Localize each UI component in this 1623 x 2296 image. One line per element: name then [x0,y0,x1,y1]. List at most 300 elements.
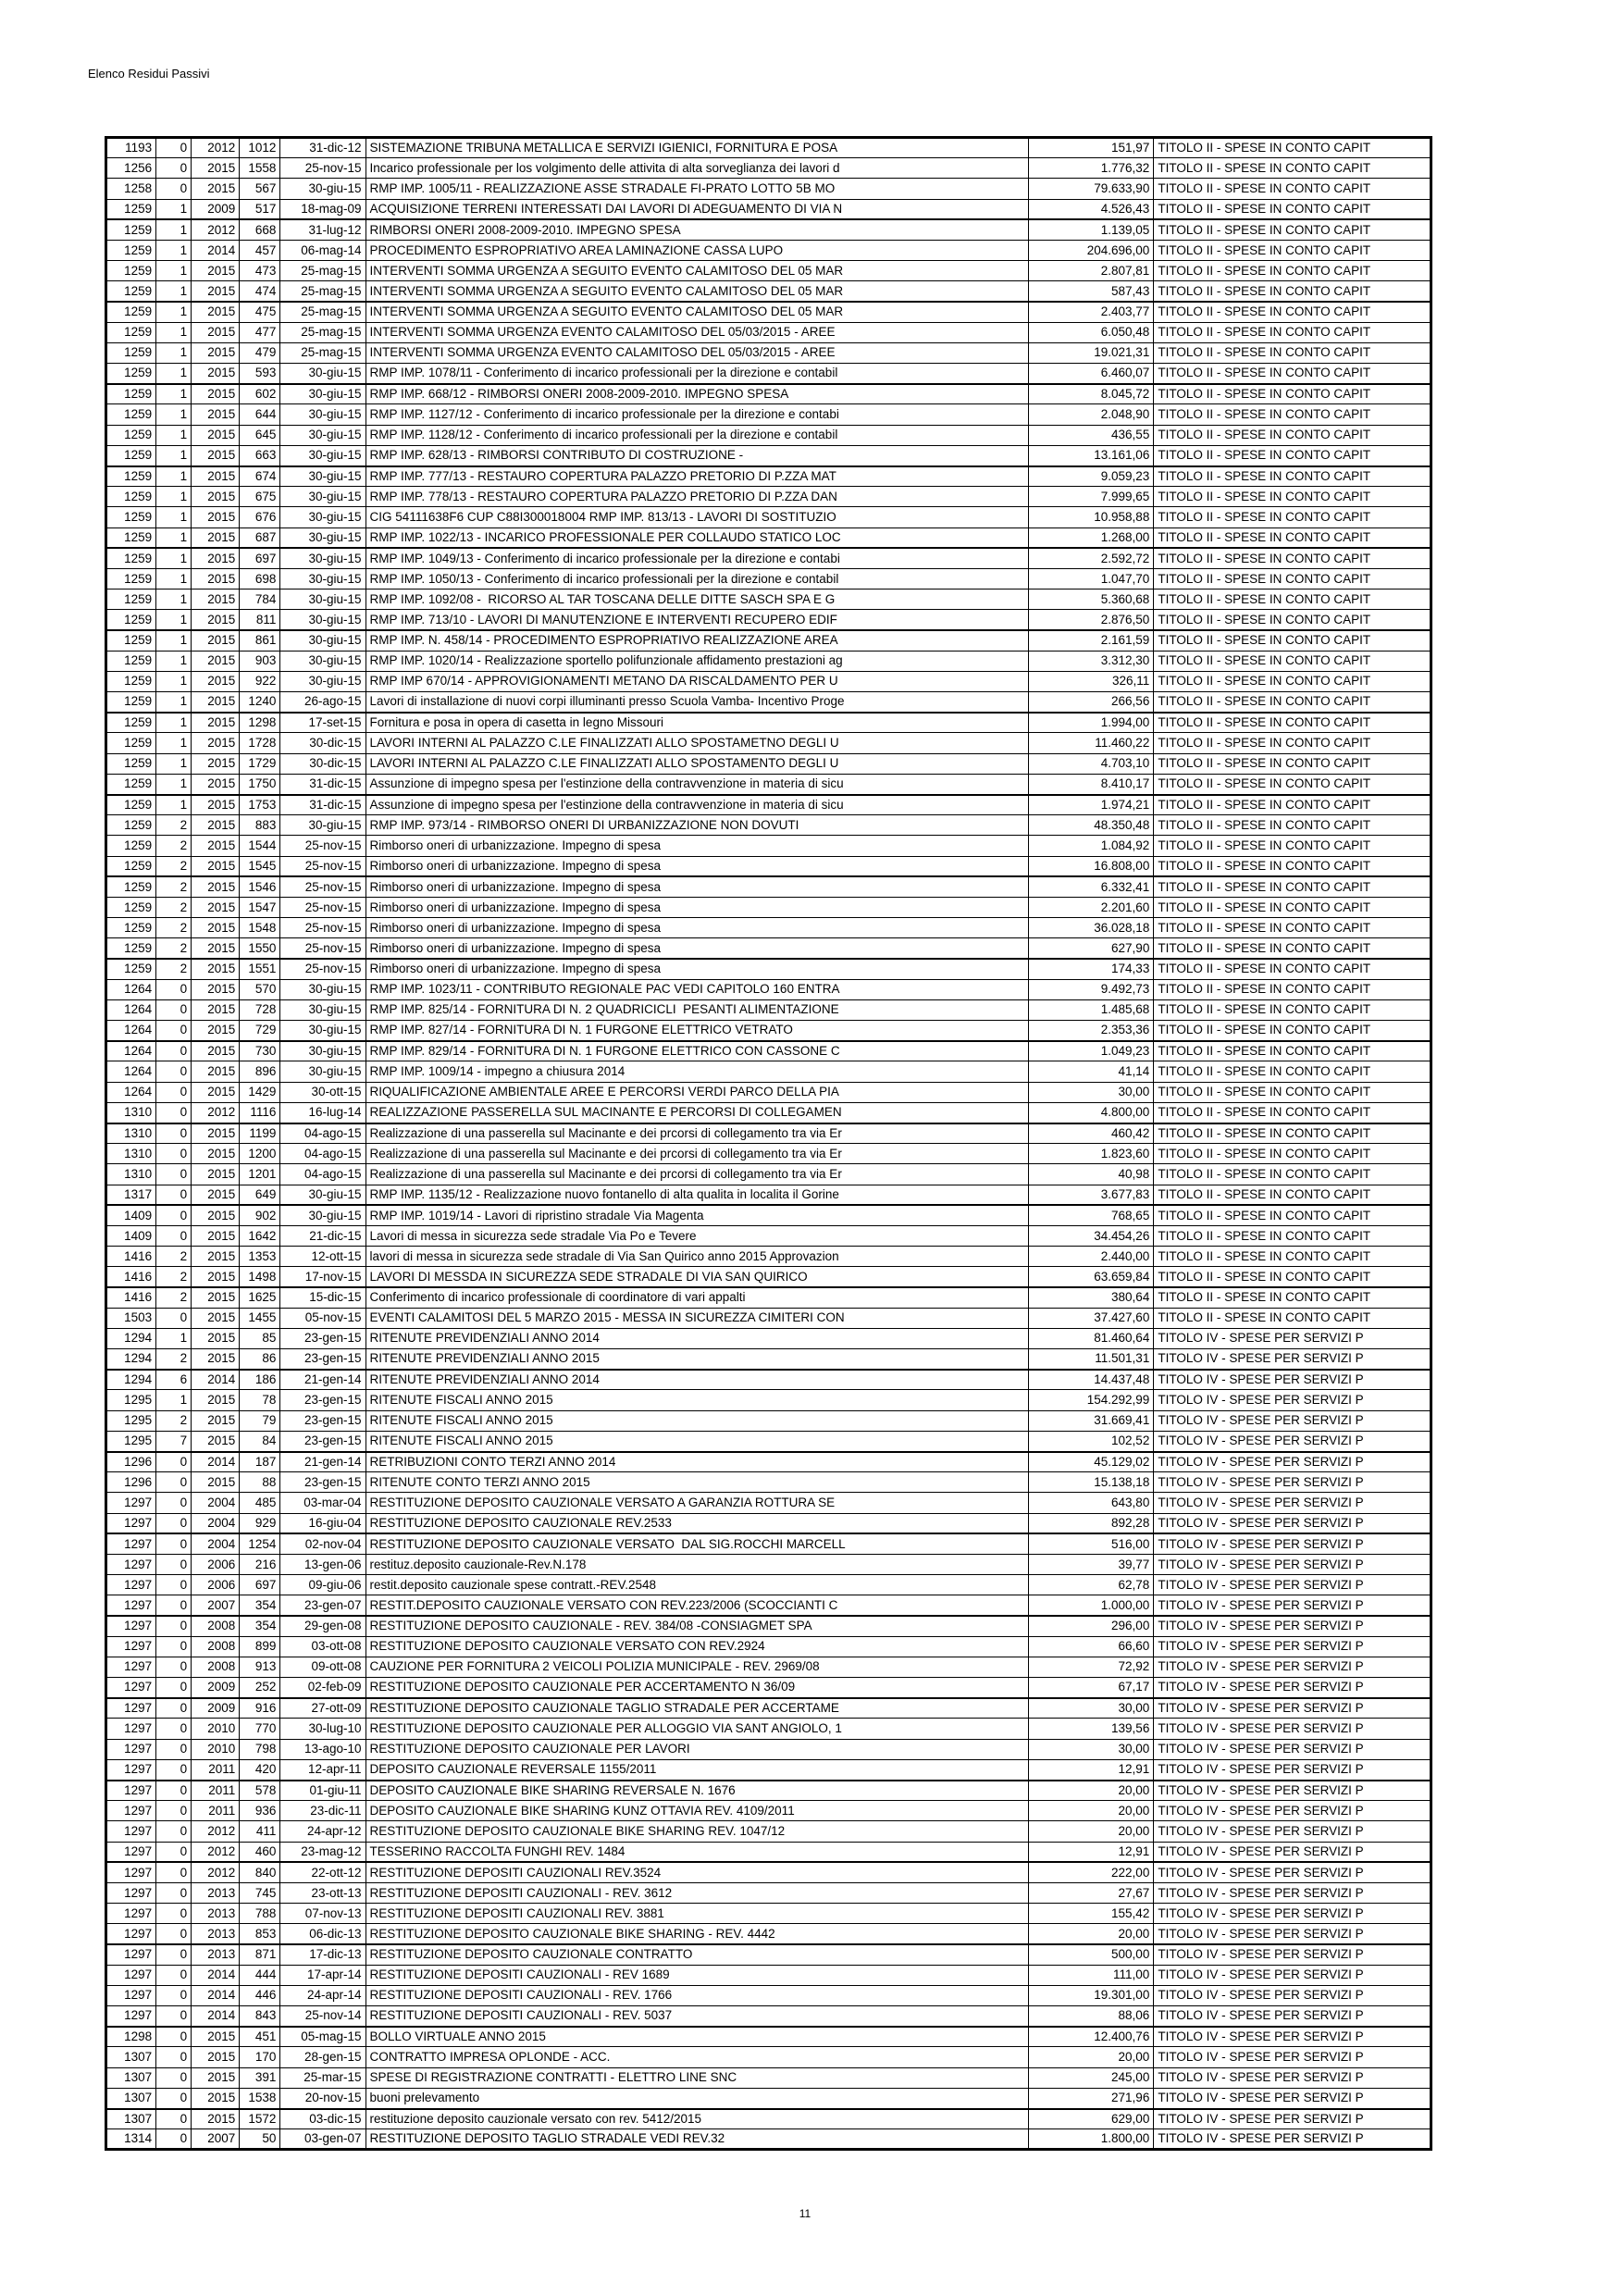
cell-importo: 1.139,05 [1029,219,1154,240]
cell-capitolo: 1297 [106,2006,156,2027]
cell-numero: 1545 [240,856,280,876]
cell-data: 23-gen-15 [280,1431,365,1451]
table-row [106,1759,1431,1780]
cell-sub: 1 [156,445,192,465]
cell-descrizione: RESTITUZIONE DEPOSITO CAUZIONALE REV.2533 [365,1513,1029,1533]
cell-capitolo: 1310 [106,1102,156,1123]
cell-capitolo: 1259 [106,302,156,322]
cell-titolo: TITOLO IV - SPESE PER SERVIZI P [1154,1698,1431,1719]
cell-numero: 853 [240,1924,280,1944]
cell-numero: 745 [240,1882,280,1903]
cell-sub: 0 [156,1985,192,2005]
table-row [106,281,1431,302]
table-row [106,199,1431,219]
cell-descrizione: RMP IMP. 777/13 - RESTAURO COPERTURA PALAZZO PRETORIO DI P.ZZA MAT [365,466,1029,487]
cell-data: 30-giu-15 [280,671,365,691]
cell-sub: 2 [156,918,192,938]
cell-capitolo: 1259 [106,342,156,363]
cell-sub: 0 [156,1554,192,1574]
cell-capitolo: 1317 [106,1185,156,1205]
cell-descrizione: RESTITUZIONE DEPOSITO CAUZIONALE PER ACCERTAMENTO N 36/09 [365,1678,1029,1698]
cell-data: 30-giu-15 [280,487,365,507]
cell-descrizione: CAUZIONE PER FORNITURA 2 VEICOLI POLIZIA MUNICIPALE - REV. 2969/08 [365,1657,1029,1677]
cell-data: 25-mag-15 [280,261,365,281]
cell-capitolo: 1259 [106,527,156,548]
cell-numero: 1728 [240,733,280,753]
cell-titolo: TITOLO II - SPESE IN CONTO CAPIT [1154,836,1431,856]
cell-importo: 45.129,02 [1029,1452,1154,1472]
cell-data: 23-gen-15 [280,1410,365,1431]
table-row [106,322,1431,342]
cell-descrizione: RESTITUZIONE DEPOSITI CAUZIONALI - REV. 5037 [365,2006,1029,2027]
cell-numero: 788 [240,1904,280,1924]
cell-sub: 1 [156,651,192,671]
cell-sub: 0 [156,1205,192,1225]
cell-capitolo: 1297 [106,1636,156,1657]
cell-titolo: TITOLO IV - SPESE PER SERVIZI P [1154,1821,1431,1842]
cell-numero: 50 [240,2129,280,2150]
cell-numero: 474 [240,281,280,302]
cell-anno: 2014 [192,1452,240,1472]
cell-importo: 4.526,43 [1029,199,1154,219]
cell-numero: 84 [240,1431,280,1451]
cell-descrizione: RITENUTE PREVIDENZIALI ANNO 2015 [365,1349,1029,1370]
cell-numero: 1548 [240,918,280,938]
cell-data: 30-giu-15 [280,815,365,836]
cell-numero: 567 [240,179,280,199]
cell-anno: 2015 [192,1061,240,1082]
cell-numero: 485 [240,1493,280,1513]
table-row [106,1904,1431,1924]
cell-titolo: TITOLO II - SPESE IN CONTO CAPIT [1154,179,1431,199]
cell-descrizione: RESTITUZIONE DEPOSITO CAUZIONALE CONTRATTO [365,1944,1029,1965]
cell-data: 03-mar-04 [280,1493,365,1513]
cell-sub: 2 [156,1410,192,1431]
cell-titolo: TITOLO IV - SPESE PER SERVIZI P [1154,1472,1431,1493]
cell-numero: 668 [240,219,280,240]
cell-descrizione: RESTITUZIONE DEPOSITI CAUZIONALI REV.3524 [365,1862,1029,1882]
cell-titolo: TITOLO IV - SPESE PER SERVIZI P [1154,2027,1431,2047]
cell-titolo: TITOLO II - SPESE IN CONTO CAPIT [1154,590,1431,610]
cell-titolo: TITOLO II - SPESE IN CONTO CAPIT [1154,795,1431,815]
cell-numero: 916 [240,1698,280,1719]
cell-titolo: TITOLO II - SPESE IN CONTO CAPIT [1154,1164,1431,1185]
cell-importo: 1.776,32 [1029,158,1154,179]
cell-capitolo: 1297 [106,1533,156,1554]
cell-descrizione: RMP IMP. 778/13 - RESTAURO COPERTURA PALAZZO PRETORIO DI P.ZZA DAN [365,487,1029,507]
cell-numero: 88 [240,1472,280,1493]
cell-anno: 2015 [192,1021,240,1041]
cell-capitolo: 1297 [106,1678,156,1698]
cell-data: 23-ott-13 [280,1882,365,1903]
cell-importo: 39,77 [1029,1554,1154,1574]
cell-descrizione: RMP IMP. 827/14 - FORNITURA DI N. 1 FURGONE ELETTRICO VETRATO [365,1021,1029,1041]
cell-anno: 2012 [192,1102,240,1123]
cell-sub: 1 [156,466,192,487]
cell-numero: 697 [240,1575,280,1595]
table-row [106,999,1431,1020]
cell-importo: 1.800,00 [1029,2129,1154,2150]
cell-titolo: TITOLO II - SPESE IN CONTO CAPIT [1154,774,1431,794]
cell-anno: 2015 [192,466,240,487]
cell-sub: 0 [156,2088,192,2108]
cell-anno: 2012 [192,138,240,158]
cell-importo: 155,42 [1029,1904,1154,1924]
cell-data: 23-mag-12 [280,1842,365,1862]
table-row [106,240,1431,260]
cell-titolo: TITOLO IV - SPESE PER SERVIZI P [1154,2109,1431,2129]
cell-data: 23-gen-15 [280,1349,365,1370]
cell-importo: 627,90 [1029,938,1154,959]
cell-titolo: TITOLO II - SPESE IN CONTO CAPIT [1154,856,1431,876]
cell-importo: 1.268,00 [1029,527,1154,548]
table-row [106,2047,1431,2067]
cell-numero: 1750 [240,774,280,794]
cell-titolo: TITOLO IV - SPESE PER SERVIZI P [1154,2006,1431,2027]
cell-importo: 629,00 [1029,2109,1154,2129]
cell-sub: 1 [156,487,192,507]
table-row [106,1041,1431,1061]
cell-titolo: TITOLO II - SPESE IN CONTO CAPIT [1154,999,1431,1020]
cell-titolo: TITOLO II - SPESE IN CONTO CAPIT [1154,979,1431,999]
cell-numero: 903 [240,651,280,671]
cell-descrizione: RMP IMP. 1005/11 - REALIZZAZIONE ASSE STRADALE FI-PRATO LOTTO 5B MO [365,179,1029,199]
cell-descrizione: lavori di messa in sicurezza sede stradale di Via San Quirico anno 2015 Approvazion [365,1247,1029,1267]
cell-titolo: TITOLO II - SPESE IN CONTO CAPIT [1154,876,1431,897]
cell-capitolo: 1259 [106,876,156,897]
cell-anno: 2015 [192,610,240,630]
cell-importo: 3.312,30 [1029,651,1154,671]
cell-importo: 204.696,00 [1029,240,1154,260]
cell-importo: 2.876,50 [1029,610,1154,630]
cell-anno: 2012 [192,1862,240,1882]
cell-capitolo: 1264 [106,1021,156,1041]
cell-sub: 0 [156,1061,192,1082]
cell-titolo: TITOLO II - SPESE IN CONTO CAPIT [1154,1267,1431,1287]
cell-capitolo: 1259 [106,219,156,240]
cell-numero: 1012 [240,138,280,158]
cell-data: 09-ott-08 [280,1657,365,1677]
cell-sub: 0 [156,1882,192,1903]
cell-descrizione: restit.deposito cauzionale spese contratt.-REV.2548 [365,1575,1029,1595]
cell-importo: 6.050,48 [1029,322,1154,342]
cell-numero: 1572 [240,2109,280,2129]
cell-numero: 698 [240,568,280,589]
cell-anno: 2006 [192,1575,240,1595]
cell-titolo: TITOLO IV - SPESE PER SERVIZI P [1154,1328,1431,1348]
table-row [106,1678,1431,1698]
cell-numero: 354 [240,1616,280,1636]
cell-sub: 0 [156,1821,192,1842]
cell-sub: 1 [156,1390,192,1410]
cell-importo: 20,00 [1029,1924,1154,1944]
cell-anno: 2015 [192,815,240,836]
table-row [106,527,1431,548]
cell-capitolo: 1259 [106,753,156,774]
cell-descrizione: RESTITUZIONE DEPOSITI CAUZIONALI REV. 3881 [365,1904,1029,1924]
cell-anno: 2015 [192,302,240,322]
cell-titolo: TITOLO IV - SPESE PER SERVIZI P [1154,1842,1431,1862]
table-row [106,1225,1431,1246]
cell-capitolo: 1297 [106,1513,156,1533]
cell-descrizione: RMP IMP. 1023/11 - CONTRIBUTO REGIONALE PAC VEDI CAPITOLO 160 ENTRA [365,979,1029,999]
table-row [106,1575,1431,1595]
cell-titolo: TITOLO IV - SPESE PER SERVIZI P [1154,1657,1431,1677]
cell-capitolo: 1264 [106,1041,156,1061]
table-row [106,1061,1431,1082]
cell-capitolo: 1294 [106,1370,156,1390]
cell-data: 30-giu-15 [280,568,365,589]
cell-descrizione: INTERVENTI SOMMA URGENZA EVENTO CALAMITOSO DEL 05/03/2015 - AREE [365,322,1029,342]
cell-sub: 2 [156,1247,192,1267]
cell-anno: 2015 [192,404,240,425]
cell-sub: 0 [156,1472,192,1493]
cell-data: 25-mar-15 [280,2067,365,2088]
cell-titolo: TITOLO IV - SPESE PER SERVIZI P [1154,1349,1431,1370]
cell-capitolo: 1409 [106,1205,156,1225]
table-row [106,158,1431,179]
cell-numero: 840 [240,1862,280,1882]
cell-importo: 587,43 [1029,281,1154,302]
cell-descrizione: Assunzione di impegno spesa per l'estinzione della contravvenzione in materia di sicu [365,795,1029,815]
cell-anno: 2009 [192,199,240,219]
cell-anno: 2015 [192,342,240,363]
cell-importo: 1.823,60 [1029,1144,1154,1164]
cell-importo: 9.492,73 [1029,979,1154,999]
cell-anno: 2015 [192,938,240,959]
cell-titolo: TITOLO II - SPESE IN CONTO CAPIT [1154,1225,1431,1246]
table-row [106,733,1431,753]
cell-anno: 2015 [192,1123,240,1144]
cell-capitolo: 1297 [106,1554,156,1574]
cell-capitolo: 1259 [106,487,156,507]
cell-importo: 1.084,92 [1029,836,1154,856]
cell-data: 24-apr-12 [280,1821,365,1842]
cell-descrizione: Rimborso oneri di urbanizzazione. Impegno di spesa [365,856,1029,876]
cell-anno: 2011 [192,1801,240,1821]
cell-anno: 2007 [192,2129,240,2150]
cell-descrizione: RIMBORSI ONERI 2008-2009-2010. IMPEGNO SPESA [365,219,1029,240]
cell-capitolo: 1296 [106,1452,156,1472]
table-row [106,342,1431,363]
cell-anno: 2015 [192,1144,240,1164]
cell-numero: 420 [240,1759,280,1780]
cell-importo: 13.161,06 [1029,445,1154,465]
cell-numero: 896 [240,1061,280,1082]
cell-data: 30-giu-15 [280,630,365,651]
cell-importo: 154.292,99 [1029,1390,1154,1410]
cell-data: 23-gen-07 [280,1595,365,1616]
cell-capitolo: 1259 [106,795,156,815]
cell-numero: 1353 [240,1247,280,1267]
cell-titolo: TITOLO IV - SPESE PER SERVIZI P [1154,1924,1431,1944]
cell-importo: 41,14 [1029,1061,1154,1082]
cell-sub: 1 [156,795,192,815]
cell-capitolo: 1259 [106,815,156,836]
cell-anno: 2015 [192,1164,240,1185]
cell-titolo: TITOLO IV - SPESE PER SERVIZI P [1154,1431,1431,1451]
cell-data: 16-giu-04 [280,1513,365,1533]
cell-data: 02-feb-09 [280,1678,365,1698]
cell-importo: 62,78 [1029,1575,1154,1595]
cell-anno: 2015 [192,1041,240,1061]
cell-descrizione: RMP IMP. 829/14 - FORNITURA DI N. 1 FURGONE ELETTRICO CON CASSONE C [365,1041,1029,1061]
cell-capitolo: 1259 [106,445,156,465]
cell-numero: 1538 [240,2088,280,2108]
cell-anno: 2008 [192,1636,240,1657]
cell-anno: 2015 [192,2027,240,2047]
cell-sub: 1 [156,342,192,363]
cell-descrizione: BOLLO VIRTUALE ANNO 2015 [365,2027,1029,2047]
cell-titolo: TITOLO II - SPESE IN CONTO CAPIT [1154,507,1431,527]
page-title: Elenco Residui Passivi [88,67,210,81]
cell-sub: 0 [156,1513,192,1533]
cell-data: 25-nov-15 [280,959,365,979]
cell-anno: 2015 [192,774,240,794]
cell-capitolo: 1259 [106,507,156,527]
table-row [106,1513,1431,1533]
cell-numero: 578 [240,1781,280,1801]
cell-titolo: TITOLO IV - SPESE PER SERVIZI P [1154,1616,1431,1636]
cell-sub: 0 [156,2109,192,2129]
cell-anno: 2015 [192,651,240,671]
cell-numero: 871 [240,1944,280,1965]
cell-numero: 593 [240,364,280,384]
cell-data: 13-ago-10 [280,1739,365,1759]
cell-numero: 473 [240,261,280,281]
cell-importo: 36.028,18 [1029,918,1154,938]
cell-importo: 266,56 [1029,692,1154,713]
cell-numero: 929 [240,1513,280,1533]
cell-numero: 675 [240,487,280,507]
cell-importo: 6.460,07 [1029,364,1154,384]
cell-anno: 2015 [192,2088,240,2108]
cell-numero: 460 [240,1842,280,1862]
cell-descrizione: RETRIBUZIONI CONTO TERZI ANNO 2014 [365,1452,1029,1472]
cell-sub: 0 [156,2006,192,2027]
cell-importo: 2.807,81 [1029,261,1154,281]
cell-numero: 391 [240,2067,280,2088]
cell-capitolo: 1307 [106,2088,156,2108]
cell-titolo: TITOLO II - SPESE IN CONTO CAPIT [1154,1205,1431,1225]
cell-data: 30-dic-15 [280,753,365,774]
cell-importo: 222,00 [1029,1862,1154,1882]
table-row [106,2088,1431,2108]
cell-capitolo: 1310 [106,1144,156,1164]
cell-descrizione: CONTRATTO IMPRESA OPLONDE - ACC. [365,2047,1029,2067]
cell-anno: 2010 [192,1739,240,1759]
table-row [106,138,1431,158]
cell-data: 25-mag-15 [280,342,365,363]
cell-anno: 2011 [192,1781,240,1801]
cell-anno: 2015 [192,999,240,1020]
cell-data: 31-lug-12 [280,219,365,240]
cell-importo: 2.592,72 [1029,548,1154,568]
table-row [106,1965,1431,1985]
cell-titolo: TITOLO IV - SPESE PER SERVIZI P [1154,1781,1431,1801]
cell-titolo: TITOLO IV - SPESE PER SERVIZI P [1154,2047,1431,2067]
table-row [106,630,1431,651]
cell-sub: 0 [156,2047,192,2067]
cell-titolo: TITOLO II - SPESE IN CONTO CAPIT [1154,158,1431,179]
cell-numero: 676 [240,507,280,527]
table-row [106,1308,1431,1328]
cell-sub: 0 [156,1041,192,1061]
cell-numero: 1550 [240,938,280,959]
table-row [106,1082,1431,1102]
cell-data: 09-giu-06 [280,1575,365,1595]
cell-data: 05-nov-15 [280,1308,365,1328]
cell-numero: 170 [240,2047,280,2067]
cell-anno: 2004 [192,1493,240,1513]
cell-data: 30-lug-10 [280,1719,365,1739]
cell-numero: 1429 [240,1082,280,1102]
cell-descrizione: RMP IMP. 1009/14 - impegno a chiusura 2014 [365,1061,1029,1082]
cell-sub: 1 [156,568,192,589]
cell-importo: 5.360,68 [1029,590,1154,610]
cell-data: 31-dic-15 [280,774,365,794]
cell-numero: 1455 [240,1308,280,1328]
cell-anno: 2015 [192,1308,240,1328]
cell-descrizione: ACQUISIZIONE TERRENI INTERESSATI DAI LAVORI DI ADEGUAMENTO DI VIA N [365,199,1029,219]
cell-data: 26-ago-15 [280,692,365,713]
cell-data: 07-nov-13 [280,1904,365,1924]
cell-capitolo: 1259 [106,733,156,753]
table-row [106,1944,1431,1965]
cell-capitolo: 1264 [106,999,156,1020]
cell-importo: 245,00 [1029,2067,1154,2088]
cell-importo: 12,91 [1029,1759,1154,1780]
cell-anno: 2015 [192,1225,240,1246]
cell-anno: 2014 [192,1965,240,1985]
cell-sub: 0 [156,999,192,1020]
cell-descrizione: RESTITUZIONE DEPOSITO TAGLIO STRADALE VEDI REV.32 [365,2129,1029,2150]
cell-capitolo: 1259 [106,692,156,713]
cell-numero: 444 [240,1965,280,1985]
cell-titolo: TITOLO IV - SPESE PER SERVIZI P [1154,1719,1431,1739]
table-row [106,1164,1431,1185]
cell-importo: 643,80 [1029,1493,1154,1513]
cell-data: 13-gen-06 [280,1554,365,1574]
cell-anno: 2008 [192,1616,240,1636]
cell-data: 03-gen-07 [280,2129,365,2150]
cell-anno: 2015 [192,568,240,589]
cell-sub: 0 [156,1739,192,1759]
cell-importo: 19.021,31 [1029,342,1154,363]
cell-capitolo: 1295 [106,1410,156,1431]
cell-numero: 861 [240,630,280,651]
cell-importo: 20,00 [1029,1821,1154,1842]
cell-numero: 1201 [240,1164,280,1185]
cell-sub: 0 [156,1944,192,1965]
cell-titolo: TITOLO II - SPESE IN CONTO CAPIT [1154,671,1431,691]
cell-sub: 2 [156,897,192,917]
cell-capitolo: 1297 [106,1739,156,1759]
cell-sub: 0 [156,979,192,999]
cell-importo: 37.427,60 [1029,1308,1154,1328]
cell-titolo: TITOLO II - SPESE IN CONTO CAPIT [1154,487,1431,507]
cell-capitolo: 1295 [106,1390,156,1410]
cell-anno: 2012 [192,219,240,240]
cell-descrizione: Lavori di messa in sicurezza sede stradale Via Po e Tevere [365,1225,1029,1246]
cell-data: 21-gen-14 [280,1452,365,1472]
cell-anno: 2015 [192,527,240,548]
table-row [106,384,1431,404]
cell-importo: 296,00 [1029,1616,1154,1636]
table-row [106,979,1431,999]
cell-capitolo: 1294 [106,1349,156,1370]
cell-importo: 516,00 [1029,1533,1154,1554]
